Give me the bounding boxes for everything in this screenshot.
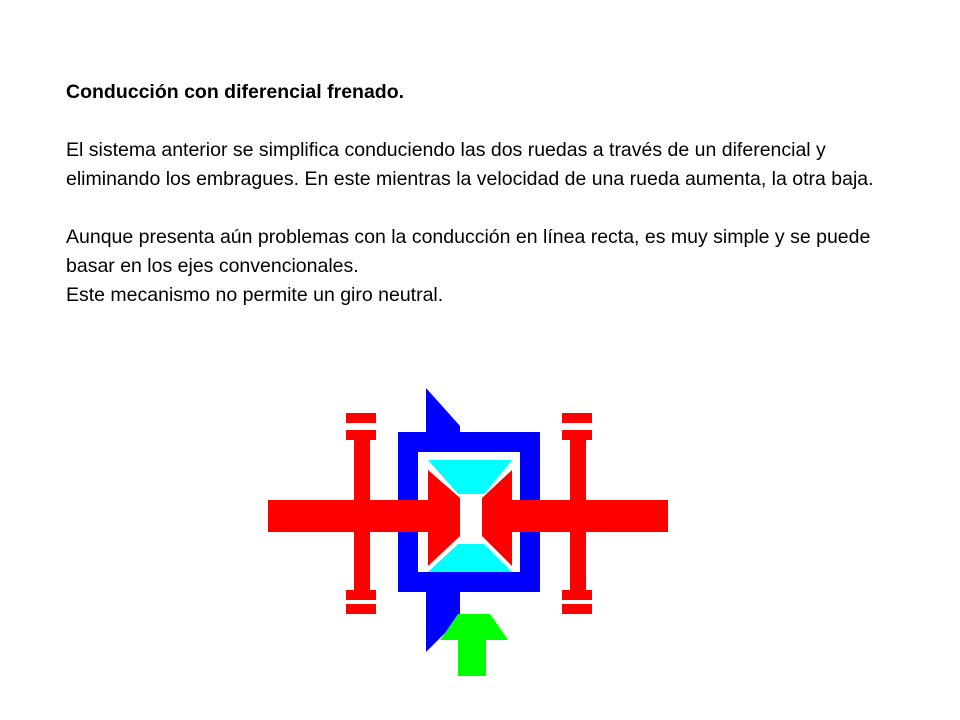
left-brake-pad-bottom2 (346, 604, 376, 614)
paragraph-1: El sistema anterior se simplifica conduciendo las dos ruedas a través de un diferencial y eliminando los embragues. En este mientras la velocidad de una rueda aumenta, la otra baja. (66, 139, 874, 190)
right-brake-pad-top2 (562, 430, 592, 440)
slide-title: Conducción con diferencial frenado. (66, 81, 405, 103)
left-brake-pad-top (346, 413, 376, 423)
left-brake-disc (354, 440, 370, 590)
right-brake-pad-bottom2 (562, 604, 592, 614)
left-brake-pad-bottom (346, 590, 376, 600)
carrier-upper-arrow (426, 388, 460, 452)
left-axle (268, 500, 430, 532)
center-hole (460, 494, 482, 544)
right-brake-disc (570, 440, 586, 590)
right-axle (510, 500, 668, 532)
right-brake-pad-top (562, 413, 592, 423)
left-brake-pad-top2 (346, 430, 376, 440)
right-brake-pad-bottom (562, 590, 592, 600)
paragraph-2: Aunque presenta aún problemas con la conducción en línea recta, es muy simple y se puede basar en los ejes convencionales. (66, 226, 871, 277)
paragraph-3: Este mecanismo no permite un giro neutral. (66, 284, 444, 306)
